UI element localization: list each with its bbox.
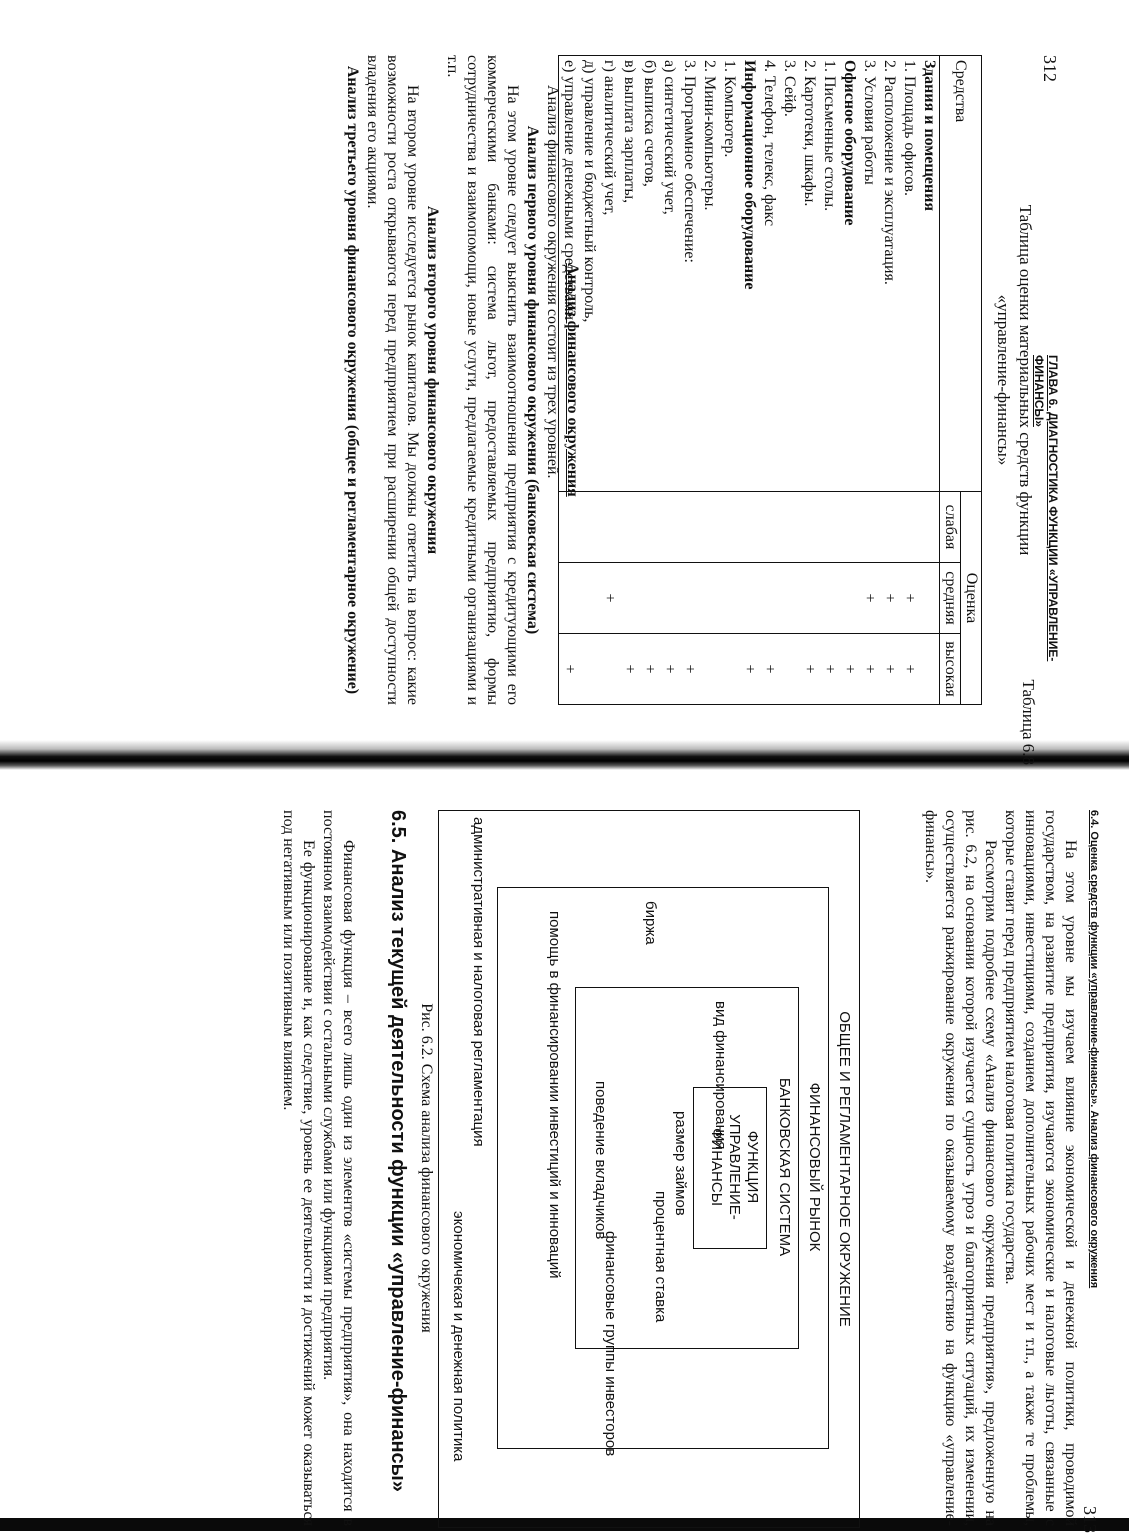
- para-scheme: Рассмотрим подробнее схему «Анализ финансового окружения предприятия», предложенную на рис. 6.2, на основании которой изучается сущность угроз и благоприятных ситуаций, их изменении, осуществляется ранжирование окружения по оказываемому воздействию на функцию «управление-финансы».: [922, 810, 999, 1526]
- table-label: Таблица 6.8: [1019, 679, 1038, 765]
- table-row-label: в) выплата зарплаты,: [621, 60, 638, 204]
- label-left-outer: административная и налоговая регламентация: [470, 817, 487, 1147]
- figure-caption: Рис. 6.2. Схема анализа финансового окружения: [418, 1003, 435, 1333]
- para-level1: На этом уровне следует выяснить взаимоотношения предприятия с кредитующими его коммерческими банками: система льгот, предоставляемых предприятию, формы сотрудничества и взаимопомощи, новые услуги, предлагаемые кредитными организациями и т.п.: [444, 55, 521, 705]
- table-row-label: Информационное оборудование: [741, 60, 758, 290]
- table-col-weak-values: [559, 492, 940, 563]
- text-block-top: [920, 810, 1080, 1526]
- table-row-mark: [919, 496, 939, 558]
- table-row-mark: [619, 567, 639, 629]
- table-row-mark: [779, 638, 799, 700]
- table-row-mark: [739, 496, 759, 558]
- table-row-mark: [619, 496, 639, 558]
- section-heading: 6.5. Анализ текущей деятельности функции «управление-финансы»: [387, 810, 409, 1492]
- table-row-mark: [679, 567, 699, 629]
- table-row-mark: [859, 496, 879, 558]
- table-row-mark: [759, 567, 779, 629]
- running-head: ГЛАВА 6. ДИАГНОСТИКА ФУНКЦИИ «УПРАВЛЕНИЕ-ФИНАНСЫ»: [1032, 355, 1060, 662]
- table-row-label: д) управление и бюджетный контроль,: [581, 60, 598, 323]
- table-title: Таблица оценки материальных средств функции «управление-финансы»: [994, 204, 1035, 556]
- table-row-mark: [799, 567, 819, 629]
- table-row-label: 4. Телефон, телекс, факс: [761, 60, 778, 227]
- table-row-mark: +: [901, 593, 918, 603]
- table-row-mark: [819, 496, 839, 558]
- col-medium: средняя: [940, 563, 961, 634]
- table-row-mark: [579, 496, 599, 558]
- table-row-mark: [579, 567, 599, 629]
- table-row-mark: [659, 567, 679, 629]
- table-row-names: [559, 56, 940, 492]
- table-row-mark: [599, 496, 619, 558]
- table-row-mark: [839, 496, 859, 558]
- table-row-mark: +: [881, 664, 898, 674]
- para-intro: Анализ финансового окружения состоит из трех уровней.: [544, 85, 561, 479]
- label-bottom-outer: помощь в финансировании инвестиций и инноваций: [546, 911, 563, 1279]
- table-row-label: 1. Письменные столы.: [821, 60, 838, 212]
- table-row-mark: +: [641, 664, 658, 674]
- heading-level2: Анализ второго уровня финансового окружения: [424, 205, 441, 555]
- table-row-mark: +: [901, 664, 918, 674]
- rating-table: [558, 55, 982, 705]
- table-row-label: г) аналитический учет,: [601, 60, 618, 216]
- table-row-mark: [919, 638, 939, 700]
- table-row-mark: [699, 567, 719, 629]
- table-row-mark: +: [601, 593, 618, 603]
- table-row-mark: +: [821, 664, 838, 674]
- table-row-label: Здания и помещения: [921, 60, 938, 212]
- table-row-label: 2. Расположение и эксплуатация.: [881, 60, 898, 285]
- para-level2: На втором уровне исследуется рынок капиталов. Мы должны ответить на вопрос: какие возможности роста открываются перед предприятием при расширении общей доступности владения его акциями.: [364, 55, 421, 705]
- table-row-mark: [699, 496, 719, 558]
- col-rating: Оценка: [961, 492, 982, 705]
- table-row-mark: +: [561, 664, 578, 674]
- table-row-mark: [579, 638, 599, 700]
- table-col-medium-values: [559, 563, 940, 634]
- para-fin2: Ее функционирование и, как следствие, уровень ее деятельности и достижений может оказываться под негативным или позитивным влиянием.: [280, 810, 317, 1526]
- table-row-mark: +: [621, 664, 638, 674]
- heading-analysis: Анализ финансового окружения: [564, 263, 581, 497]
- bank-title: БАНКОВСКАЯ СИСТЕМА: [776, 1077, 793, 1257]
- book-spine-shadow: [0, 740, 1129, 770]
- label-right-bank: процентная ставка: [652, 1191, 669, 1323]
- label-left-bank: вид финансирования: [712, 1001, 729, 1150]
- table-row-mark: [679, 496, 699, 558]
- heading-level3: Анализ третьего уровня финансового окружения (общее и регламентарное окружение): [344, 65, 361, 695]
- table-row-mark: +: [681, 664, 698, 674]
- table-row-label: Офисное оборудование: [841, 60, 858, 226]
- table-row-mark: [879, 496, 899, 558]
- table-row-label: е) управление денежными средствами: [561, 60, 578, 321]
- table-row-mark: +: [841, 664, 858, 674]
- table-row-mark: [659, 496, 679, 558]
- table-row-mark: [719, 496, 739, 558]
- col-means: Средства: [940, 56, 982, 492]
- table-row-mark: +: [801, 664, 818, 674]
- table-row-mark: +: [741, 664, 758, 674]
- table-row-mark: [639, 496, 659, 558]
- para-fin1: Финансовая функция – всего лишь один из элементов «системы предприятия», она находится в постоянном взаимодействии с остальными службами или функциями предприятия.: [320, 810, 357, 1526]
- table-row-label: 1. Площадь офисов.: [901, 60, 918, 196]
- label-right-market: финансовые группы инвесторов: [602, 1231, 619, 1457]
- table-row-label: б) выписка счетов,: [641, 60, 658, 187]
- table-row-label: 2. Мини-компьютеры.: [701, 60, 718, 211]
- analysis-text-block: [342, 55, 582, 705]
- table-row-label: 3. Программное обеспечение:: [681, 60, 698, 263]
- text-block-bottom: [278, 810, 358, 1526]
- table-row-mark: +: [861, 664, 878, 674]
- core-label: ФУНКЦИЯ УПРАВЛЕНИЕ-ФИНАНСЫ: [708, 1114, 761, 1220]
- label-right-outer: экономичекая и денежная политика: [450, 1211, 467, 1462]
- table-row-mark: [719, 567, 739, 629]
- table-row-mark: [699, 638, 719, 700]
- table-row-mark: [919, 567, 939, 629]
- heading-level1: Анализ первого уровня финансового окружения (банковская система): [524, 125, 541, 635]
- table-row-mark: [779, 567, 799, 629]
- table-row-label: 1. Компьютер.: [721, 60, 738, 158]
- table-row-mark: [819, 567, 839, 629]
- outer-title: ОБЩЕЕ И РЕГЛАМЕНТАРНОЕ ОКРУЖЕНИЕ: [836, 1011, 853, 1327]
- table-row-mark: [799, 496, 819, 558]
- table-row-mark: [739, 567, 759, 629]
- table-row-mark: [599, 638, 619, 700]
- table-row-mark: +: [761, 664, 778, 674]
- table-row-mark: [779, 496, 799, 558]
- financial-environment-diagram: [438, 810, 860, 1528]
- market-title: ФИНАНСОВЫЙ РЫНОК: [806, 1082, 823, 1252]
- table-row-mark: [719, 638, 739, 700]
- para-top: На этом уровне мы изучаем влияние экономической и денежной политики, проводимой государством, на развитие предприятия, изучаются экономические и налоговые льготы, связанные с инновациями, инвестициями, созданием дополнительных рабочих мест и т.п., а также те проблемы, которые ставит перед предприятием налоговая политика государства.: [1002, 810, 1079, 1526]
- page-312: [60, 55, 1060, 765]
- table-row-label: 3. Условия работы: [861, 60, 878, 185]
- table-row-label: 3. Сейф.: [781, 60, 798, 117]
- table-row-mark: [759, 496, 779, 558]
- table-row-label: а) синтетический учет,: [661, 60, 678, 215]
- table-row-mark: [639, 567, 659, 629]
- page-313: [20, 810, 1100, 1533]
- table-col-high-values: [559, 634, 940, 705]
- table-row-mark: +: [861, 593, 878, 603]
- col-weak: слабая: [940, 492, 961, 563]
- label-bottom-bank: размер займов: [672, 1111, 689, 1216]
- label-left-market: биржа: [642, 901, 659, 945]
- label-bottom-market: поведение вкладчиков: [592, 1081, 609, 1240]
- table-row-label: 2. Картотеки, шкафы.: [801, 60, 818, 207]
- col-high: высокая: [940, 634, 961, 705]
- table-row-mark: [839, 567, 859, 629]
- page-number: 313: [1080, 1506, 1100, 1533]
- table-row-mark: +: [881, 593, 898, 603]
- table-row-mark: [899, 496, 919, 558]
- running-head: 6.4. Оценка средств функции «управление-финансы». Анализ финансового окружения: [1088, 810, 1100, 1289]
- page-number: 312: [1040, 55, 1060, 82]
- table-row-mark: +: [661, 664, 678, 674]
